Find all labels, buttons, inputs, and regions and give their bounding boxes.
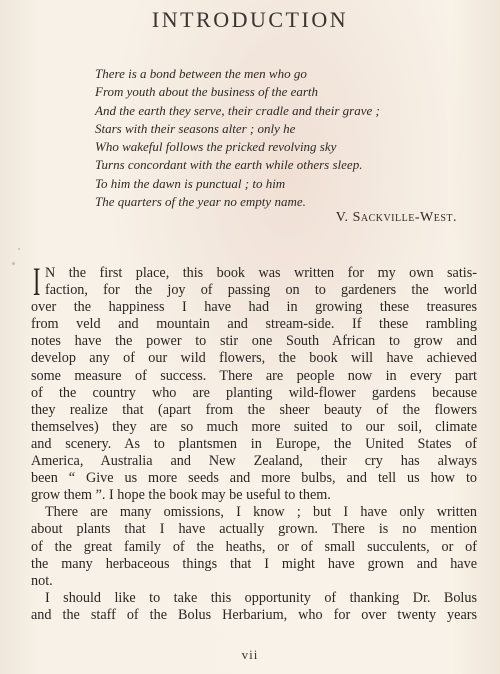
text-line: some measure of success. There are people now in every part xyxy=(31,367,477,384)
text-line: over the happiness I have had in growing these treasures xyxy=(31,299,477,316)
text-line: develop any of our wild flowers, the book will have achieved xyxy=(31,350,477,367)
poem-line: The quarters of the year no empty name. xyxy=(95,194,306,210)
text-line: and the staff of the Bolus Herbarium, who for over twenty years xyxy=(31,606,477,623)
text-line: not. xyxy=(31,572,53,589)
paper-speck xyxy=(18,248,20,250)
text-line: faction, for the joy of passing on to gardeners the world xyxy=(45,282,477,299)
text-line: notes have the power to stir one South African to grow and xyxy=(31,333,477,350)
text-line: about plants that I have actually grown. There is no mention xyxy=(31,521,477,538)
text-line: and scenery. As to plantsmen in Europe, the United States of xyxy=(31,435,477,452)
attribution-initial: V. xyxy=(335,210,353,225)
paragraph-1 xyxy=(31,265,477,504)
paragraph-3 xyxy=(31,590,477,624)
text-line: There are many omissions, I know ; but I have only written xyxy=(45,504,477,521)
text-line: America, Australia and New Zealand, their cry has always xyxy=(31,453,477,470)
paper-speck xyxy=(12,262,15,265)
poem-line: And the earth they serve, their cradle and their grave ; xyxy=(95,102,380,118)
text-line: I should like to take this opportunity of thanking Dr. Bolus xyxy=(45,589,477,606)
poem-line: Turns concordant with the earth while others sleep. xyxy=(95,157,363,173)
page-title: INTRODUCTION xyxy=(151,7,349,32)
text-line: of the great family of the heaths, or of small succulents, or of xyxy=(31,538,477,555)
page-number: vii xyxy=(241,647,259,662)
drop-cap: I xyxy=(33,259,41,304)
text-line: been “ Give us more seeds and more bulbs, and tell us how to xyxy=(31,470,477,487)
introduction-body xyxy=(31,265,477,624)
text-line: they realize that (apart from the sheer beauty of the flowers xyxy=(31,401,477,418)
text-line: N the first place, this book was written for my own satis- xyxy=(45,265,477,281)
text-line: of the country who are planting wild-flower gardens because xyxy=(31,384,477,401)
poem-line: Who wakeful follows the pricked revolving sky xyxy=(95,139,337,155)
poem-attribution xyxy=(336,210,457,226)
text-line: grow them ”. I hope the book may be useful to them. xyxy=(31,487,331,504)
text-line: from veld and mountain and stream-side. If these rambling xyxy=(31,316,477,333)
attribution-name: Sackville-West. xyxy=(352,210,457,225)
text-line: the many herbaceous things that I might have grown and have xyxy=(31,555,477,572)
poem-line: From youth about the business of the earth xyxy=(95,84,319,100)
poem-line: Stars with their seasons alter ; only he xyxy=(95,120,296,136)
text-line: themselves) they are so much more suited to our soil, climate xyxy=(31,418,477,435)
epigraph-poem xyxy=(95,65,455,211)
poem-line: There is a bond between the men who go xyxy=(95,66,307,81)
paragraph-2 xyxy=(31,504,477,589)
poem-line: To him the dawn is punctual ; to him xyxy=(95,175,286,191)
